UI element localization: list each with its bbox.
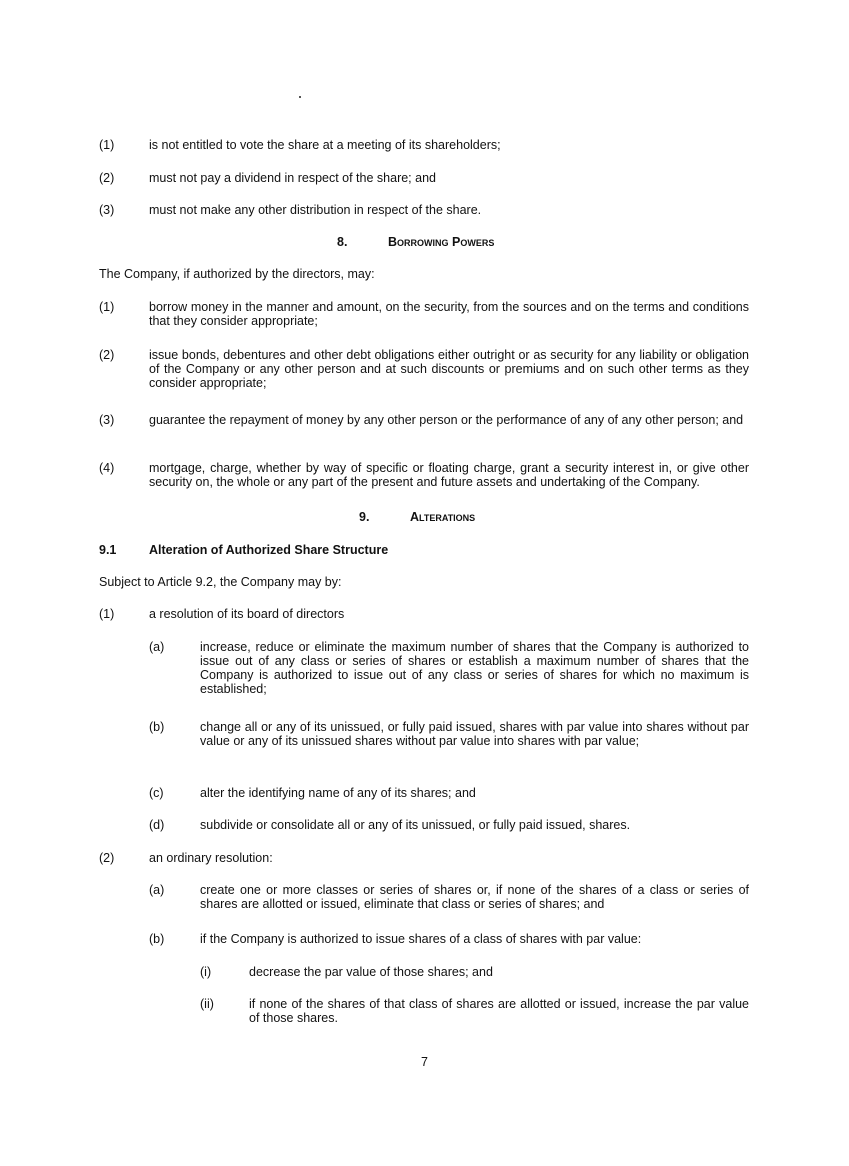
section-number: 8. <box>337 235 348 249</box>
item-number: (3) <box>99 203 115 217</box>
item-number: (i) <box>200 965 212 979</box>
item-text: create one or more classes or series of shares or, if none of the shares of a class or series of shares are allotted or issued, eliminate that class or series of shares; and <box>200 883 749 911</box>
item-text: must not make any other distribution in respect of the share. <box>149 203 482 217</box>
item-text: decrease the par value of those shares; and <box>249 965 493 979</box>
item-number: (2) <box>99 171 115 185</box>
item-number: (b) <box>149 932 165 946</box>
item-text: an ordinary resolution: <box>149 851 273 865</box>
item-text: borrow money in the manner and amount, on the security, from the sources and on the terms and conditions that they consider appropriate; <box>149 300 749 328</box>
item-number: (c) <box>149 786 164 800</box>
subsection-number: 9.1 <box>99 543 117 557</box>
item-number: (a) <box>149 883 165 897</box>
item-text: alter the identifying name of any of its shares; and <box>200 786 476 800</box>
item-text: increase, reduce or eliminate the maximum number of shares that the Company is authorized to issue out of any class or series of shares or establish a maximum number of shares that the Company is authorized to issue out of any class or series of shares for which no maximum is established; <box>200 640 749 696</box>
item-number: (ii) <box>200 997 214 1011</box>
page-number: 7 <box>421 1055 428 1069</box>
item-number: (1) <box>99 138 115 152</box>
item-text: mortgage, charge, whether by way of specific or floating charge, grant a security interest in, or give other security on, the whole or any part of the present and future assets and undertaking of the Company. <box>149 461 749 489</box>
item-text: if the Company is authorized to issue shares of a class of shares with par value: <box>200 932 642 946</box>
stray-mark <box>299 96 301 98</box>
item-number: (b) <box>149 720 165 734</box>
item-text: issue bonds, debentures and other debt obligations either outright or as security for any liability or obligation of the Company or any other person and at such discounts or premiums and on such other terms as they consider appropriate; <box>149 348 749 390</box>
item-number: (2) <box>99 348 115 362</box>
item-number: (3) <box>99 413 115 427</box>
section-title: Alterations <box>410 510 476 524</box>
item-text: subdivide or consolidate all or any of its unissued, or fully paid issued, shares. <box>200 818 631 832</box>
item-number: (a) <box>149 640 165 654</box>
item-number: (1) <box>99 607 115 621</box>
section-title: Borrowing Powers <box>388 235 495 249</box>
item-text: must not pay a dividend in respect of the share; and <box>149 171 436 185</box>
item-text: if none of the shares of that class of shares are allotted or issued, increase the par value of those shares. <box>249 997 749 1025</box>
item-text: change all or any of its unissued, or fully paid issued, shares with par value into shares without par value or any of its unissued shares without par value into shares with par value; <box>200 720 749 748</box>
item-number: (1) <box>99 300 115 314</box>
item-number: (d) <box>149 818 165 832</box>
item-text: guarantee the repayment of money by any other person or the performance of any of any other person; and <box>149 413 744 427</box>
section-intro: The Company, if authorized by the directors, may: <box>99 267 375 281</box>
item-number: (2) <box>99 851 115 865</box>
section-number: 9. <box>359 510 370 524</box>
subsection-title: Alteration of Authorized Share Structure <box>149 543 389 557</box>
item-text: a resolution of its board of directors <box>149 607 345 621</box>
section-intro: Subject to Article 9.2, the Company may by: <box>99 575 342 589</box>
item-text: is not entitled to vote the share at a meeting of its shareholders; <box>149 138 501 152</box>
item-number: (4) <box>99 461 115 475</box>
